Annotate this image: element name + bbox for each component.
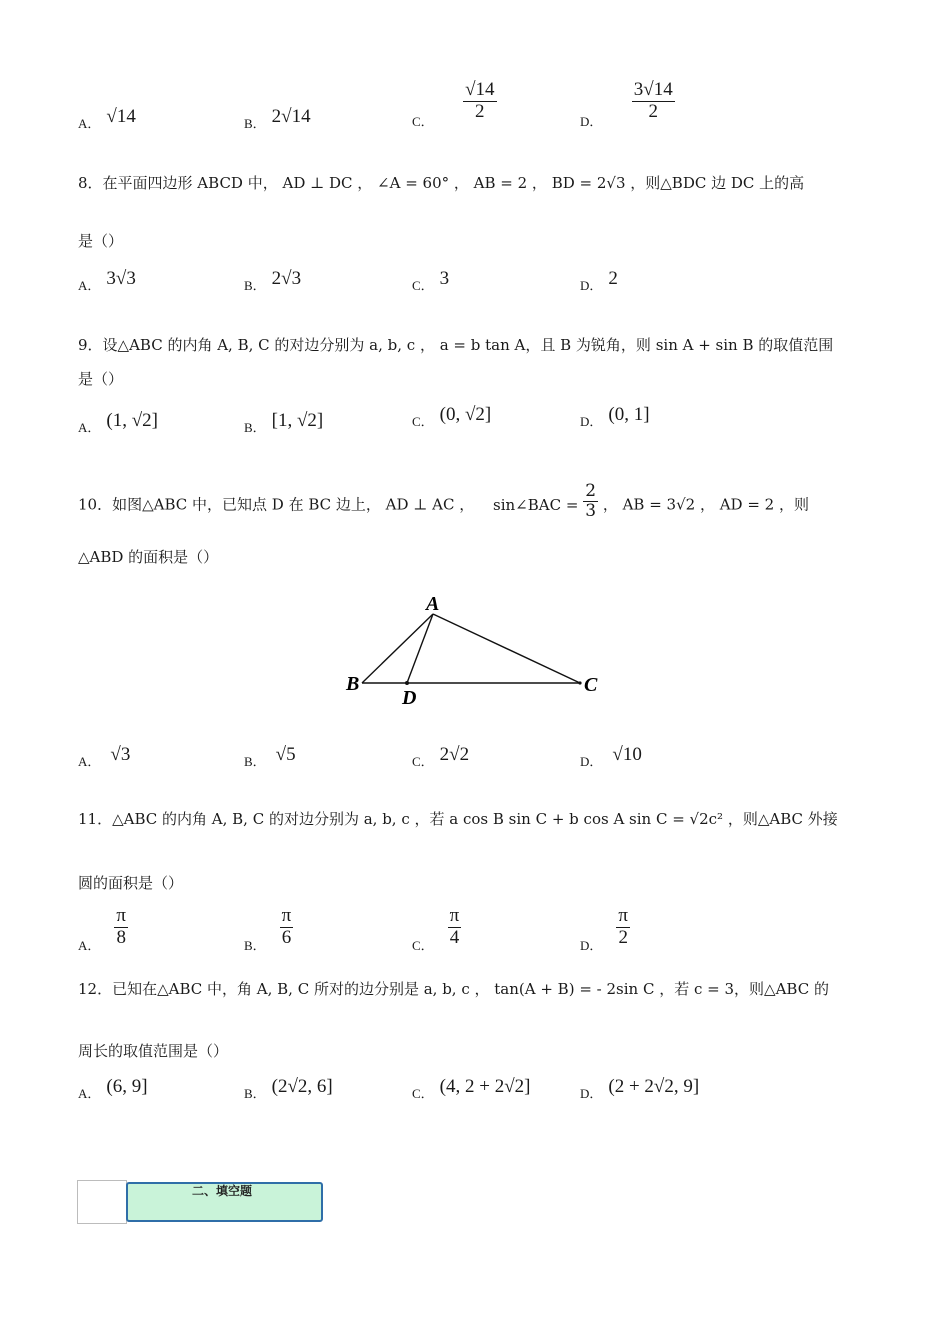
option-d: $_{D.}$ √10 xyxy=(580,744,642,769)
option-value: 2√14 xyxy=(271,106,311,127)
option-c: $_{C.}$ $\frac{√14}{2}$ xyxy=(412,79,495,129)
option-c: $_{C.}$ 2√2 xyxy=(412,744,470,769)
fraction: $\frac{2}{3}$ xyxy=(585,481,597,521)
question-9-text: 9．设△ABC 的内角 A, B, C 的对边分别为 a, b, c ， a = b tan A，且 B 为锐角，则 sin A + sin B 的取值范围 xyxy=(78,336,834,354)
option-b: $_{B.}$ 2√3 xyxy=(244,268,302,293)
option-a: $_{A.}$ 3√3 xyxy=(78,268,136,293)
option-c: $_{C.}$ (0, √2] xyxy=(412,404,492,429)
option-a: $_{A.}$ √14 xyxy=(78,106,136,131)
option-fraction: $\frac{3√14}{2}$ xyxy=(633,79,673,122)
label-a: A xyxy=(426,593,440,615)
option-b: $_{B.}$ (2√2, 6] xyxy=(244,1076,333,1101)
option-a: $_{A.}$ $\frac{\pi}{8}$ xyxy=(78,905,126,953)
question-9-text-cont: 是（） xyxy=(78,370,124,388)
option-d: $_{D.}$ 2 xyxy=(580,268,618,293)
option-d: $_{D.}$ $\frac{3√14}{2}$ xyxy=(580,79,673,129)
option-d: $_{D.}$ (2 + 2√2, 9] xyxy=(580,1076,700,1101)
option-a: $_{A.}$ (6, 9] xyxy=(78,1076,148,1101)
side-ab xyxy=(362,614,433,683)
question-11-text: 11．△ABC 的内角 A, B, C 的对边分别为 a, b, c ，若 a cos B sin C + b cos A sin C = √2c² ，则△ABC 外接 xyxy=(78,810,838,828)
question-8-text: 8．在平面四边形 ABCD 中， AD ⊥ DC ， ∠A = 60° ， AB = 2 ， BD = 2√3 ，则△BDC 边 DC 上的高 xyxy=(78,174,805,192)
option-d: $_{D.}$ $\frac{\pi}{2}$ xyxy=(580,905,628,953)
triangle-figure xyxy=(330,588,620,713)
label-d: D xyxy=(402,687,417,709)
option-b: $_{B.}$ √5 xyxy=(244,744,296,769)
option-c: $_{C.}$ $\frac{\pi}{4}$ xyxy=(412,905,460,953)
side-ac xyxy=(433,614,580,683)
point-c xyxy=(578,681,581,684)
section-header xyxy=(126,1182,323,1222)
question-12-text: 12．已知在△ABC 中，角 A, B, C 所对的边分别是 a, b, c ， tan(A + B) = - 2sin C ，若 c = 3，则△ABC 的 xyxy=(78,980,829,998)
option-c: $_{C.}$ 3 xyxy=(412,268,450,293)
question-12-text-cont: 周长的取值范围是（） xyxy=(78,1042,229,1060)
option-d: $_{D.}$ (0, 1] xyxy=(580,404,650,429)
label-c: C xyxy=(584,674,598,696)
section-title: 二、填空题 xyxy=(192,1184,253,1198)
point-d xyxy=(405,681,409,685)
question-10-text: 10．如图△ABC 中，已知点 D 在 BC 边上， AD ⊥ AC ， sin∠BAC = $\frac{2}{3}$ ， AB = 3√2 ， AD = 2 ，则 xyxy=(78,481,809,521)
question-11-text-cont: 圆的面积是（） xyxy=(78,874,184,892)
option-b: $_{B.}$ 2√14 xyxy=(244,106,311,131)
section-score-box xyxy=(77,1180,127,1224)
option-fraction: $\frac{√14}{2}$ xyxy=(465,79,495,122)
question-10-text-cont: △ABD 的面积是（） xyxy=(78,548,219,566)
segment-ad xyxy=(407,614,433,683)
option-value: √14 xyxy=(106,106,136,127)
option-a: $_{A.}$ (1, √2] xyxy=(78,410,158,435)
option-b: $_{B.}$ $\frac{\pi}{6}$ xyxy=(244,905,292,953)
option-a: $_{A.}$ √3 xyxy=(78,744,131,769)
label-b: B xyxy=(346,673,360,695)
question-8-text-cont: 是（） xyxy=(78,232,124,250)
option-b: $_{B.}$ [1, √2] xyxy=(244,410,324,435)
option-c: $_{C.}$ (4, 2 + 2√2] xyxy=(412,1076,531,1101)
